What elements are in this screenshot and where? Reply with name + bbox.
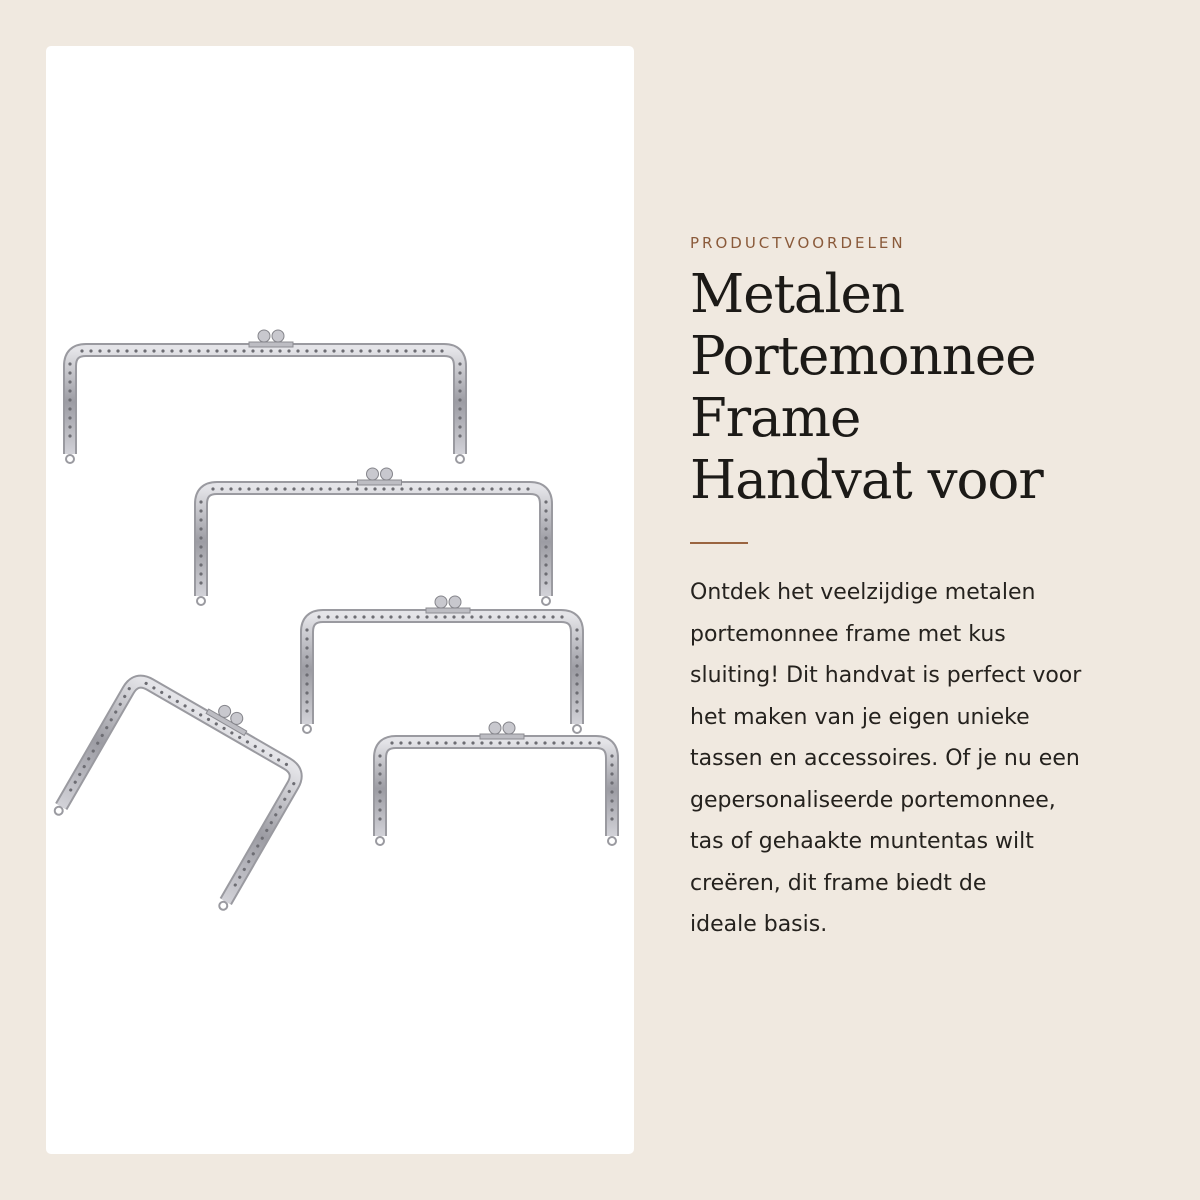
purse-frame-icon	[303, 596, 581, 733]
purse-frame-icon	[197, 468, 550, 605]
purse-frames-photo	[46, 46, 634, 1154]
benefits-section	[690, 234, 1160, 946]
product-image-card	[46, 46, 634, 1154]
description-line: gepersonaliseerde portemonnee,	[690, 787, 1056, 813]
title-divider	[690, 542, 748, 544]
purse-frame-icon	[66, 330, 464, 463]
description-line: creëren, dit frame biedt de	[690, 870, 987, 896]
section-eyebrow: PRODUCTVOORDELEN	[690, 234, 906, 252]
description-line: Ontdek het veelzijdige metalen	[690, 580, 1036, 605]
description-line: tassen en accessoires. Of je nu een	[690, 746, 1080, 771]
product-title-line: Frame	[690, 388, 861, 449]
product-title-line: Handvat voor	[690, 450, 1043, 511]
description-line: portemonnee frame met kus	[690, 621, 1006, 647]
description-line: tas of gehaakte muntentas wilt	[690, 829, 1034, 854]
product-title-line: Portemonnee	[690, 326, 1036, 387]
product-description	[690, 572, 1160, 946]
description-line: sluiting! Dit handvat is perfect voor	[690, 663, 1082, 688]
product-title	[690, 264, 1160, 512]
purse-frame-icon	[376, 722, 616, 845]
description-line: ideale basis.	[690, 912, 828, 937]
product-title-line: Metalen	[690, 264, 904, 325]
purse-frame-icon	[53, 657, 314, 911]
description-line: het maken van je eigen unieke	[690, 704, 1030, 730]
